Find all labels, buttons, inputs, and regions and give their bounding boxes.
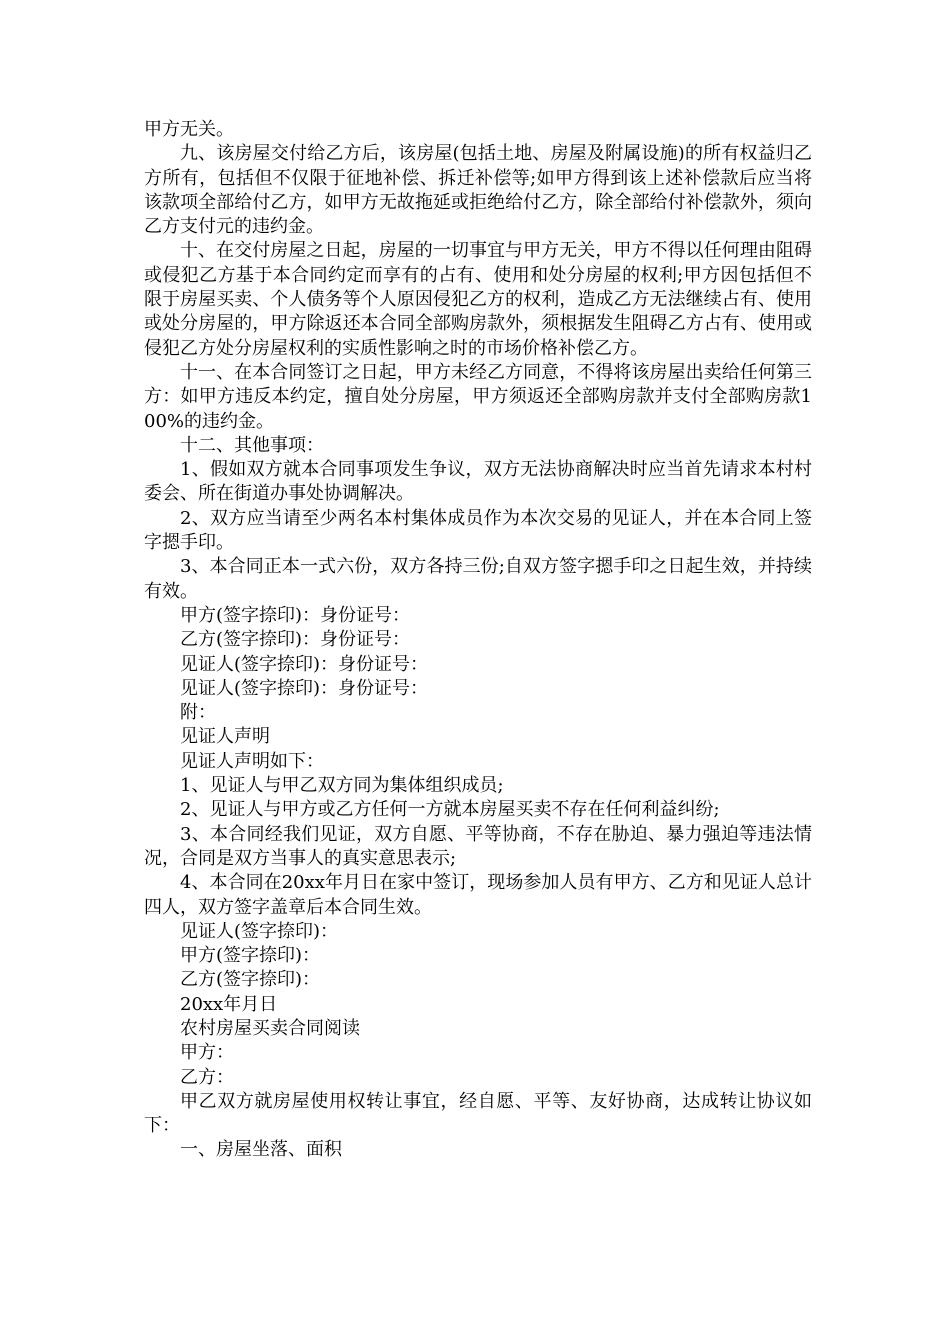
- clause-12-item-2: 2、双方应当请至少两名本村集体成员作为本次交易的见证人，并在本合同上签字摁手印。: [144, 507, 812, 554]
- next-party-a: 甲方：: [180, 1042, 234, 1064]
- witness-statement-title: 见证人声明: [180, 726, 270, 748]
- signature-witness-2: 见证人(签字捺印)：身份证号：: [180, 677, 429, 699]
- next-party-b: 乙方：: [180, 1066, 234, 1088]
- clause-12-heading: 十二、其他事项：: [180, 434, 324, 456]
- paragraph-continuation: 甲方无关。: [144, 119, 234, 140]
- witness-statement-item-4: 4、本合同在20xx年月日在家中签订，现场参加人员有甲方、乙方和见证人总计四人，双方签字盖章后本合同生效。: [144, 872, 812, 918]
- statement-signature-witness: 见证人(签字捺印)：: [180, 920, 339, 942]
- witness-statement-item-1: 1、见证人与甲乙双方同为集体组织成员;: [180, 775, 504, 797]
- signature-party-b: 乙方(签字捺印)：身份证号：: [180, 629, 411, 651]
- statement-signature-party-a: 甲方(签字捺印)：: [180, 945, 321, 967]
- appendix-label: 附：: [180, 702, 216, 724]
- clause-12-item-1: 1、假如双方就本合同事项发生争议，双方无法协商解决时应当首先请求本村村委会、所在街道办事处协调解决。: [144, 459, 812, 505]
- signature-party-a: 甲方(签字捺印)：身份证号：: [180, 604, 411, 626]
- witness-statement-item-3: 3、本合同经我们见证，双方自愿、平等协商，不存在胁迫、暴力强迫等违法情况，合同是双方当事人的真实意思表示;: [144, 823, 812, 869]
- statement-date: 20xx年月日: [180, 993, 278, 1015]
- next-document-title: 农村房屋买卖合同阅读: [180, 1017, 360, 1039]
- clause-10: 十、在交付房屋之日起，房屋的一切事宜与甲方无关，甲方不得以任何理由阻碍或侵犯乙方基于本合同约定而享有的占有、使用和处分房屋的权利;甲方因包括但不限于房屋买卖、个人债务等个人原因侵犯乙方的权利，造成乙方无法继续占有、使用或处分房屋的，甲方除返还本合同全部购房款外，须根据发生阻碍乙方占有、使用或侵犯乙方处分房屋权利的实质性影响之时的市场价格补偿乙方。: [144, 240, 812, 359]
- next-clause-1-heading: 一、房屋坐落、面积: [180, 1139, 342, 1161]
- clause-9: 九、该房屋交付给乙方后，该房屋(包括土地、房屋及附属设施)的所有权益归乙方所有，包括但不仅限于征地补偿、拆迁补偿等;如甲方得到该上述补偿款后应当将该款项全部给付乙方，如甲方无故拖延或拒绝给付乙方，除全部给付补偿款外，须向乙方支付元的违约金。: [144, 143, 812, 238]
- signature-witness-1: 见证人(签字捺印)：身份证号：: [180, 653, 429, 675]
- witness-statement-item-2: 2、见证人与甲方或乙方任何一方就本房屋买卖不存在任何利益纠纷;: [180, 799, 720, 821]
- witness-statement-intro: 见证人声明如下：: [180, 750, 324, 772]
- clause-12-item-3: 3、本合同正本一式六份，双方各持三份;自双方签字摁手印之日起生效，并持续有效。: [144, 556, 812, 602]
- statement-signature-party-b: 乙方(签字捺印)：: [180, 969, 321, 991]
- next-preamble: 甲乙双方就房屋使用权转让事宜，经自愿、平等、友好协商，达成转让协议如下：: [144, 1090, 812, 1137]
- document-body: [144, 118, 812, 1163]
- clause-11: 十一、在本合同签订之日起，甲方未经乙方同意，不得将该房屋出卖给任何第三方：如甲方违反本约定，擅自处分房屋，甲方须返还全部购房款并支付全部购房款100%的违约金。: [144, 361, 812, 432]
